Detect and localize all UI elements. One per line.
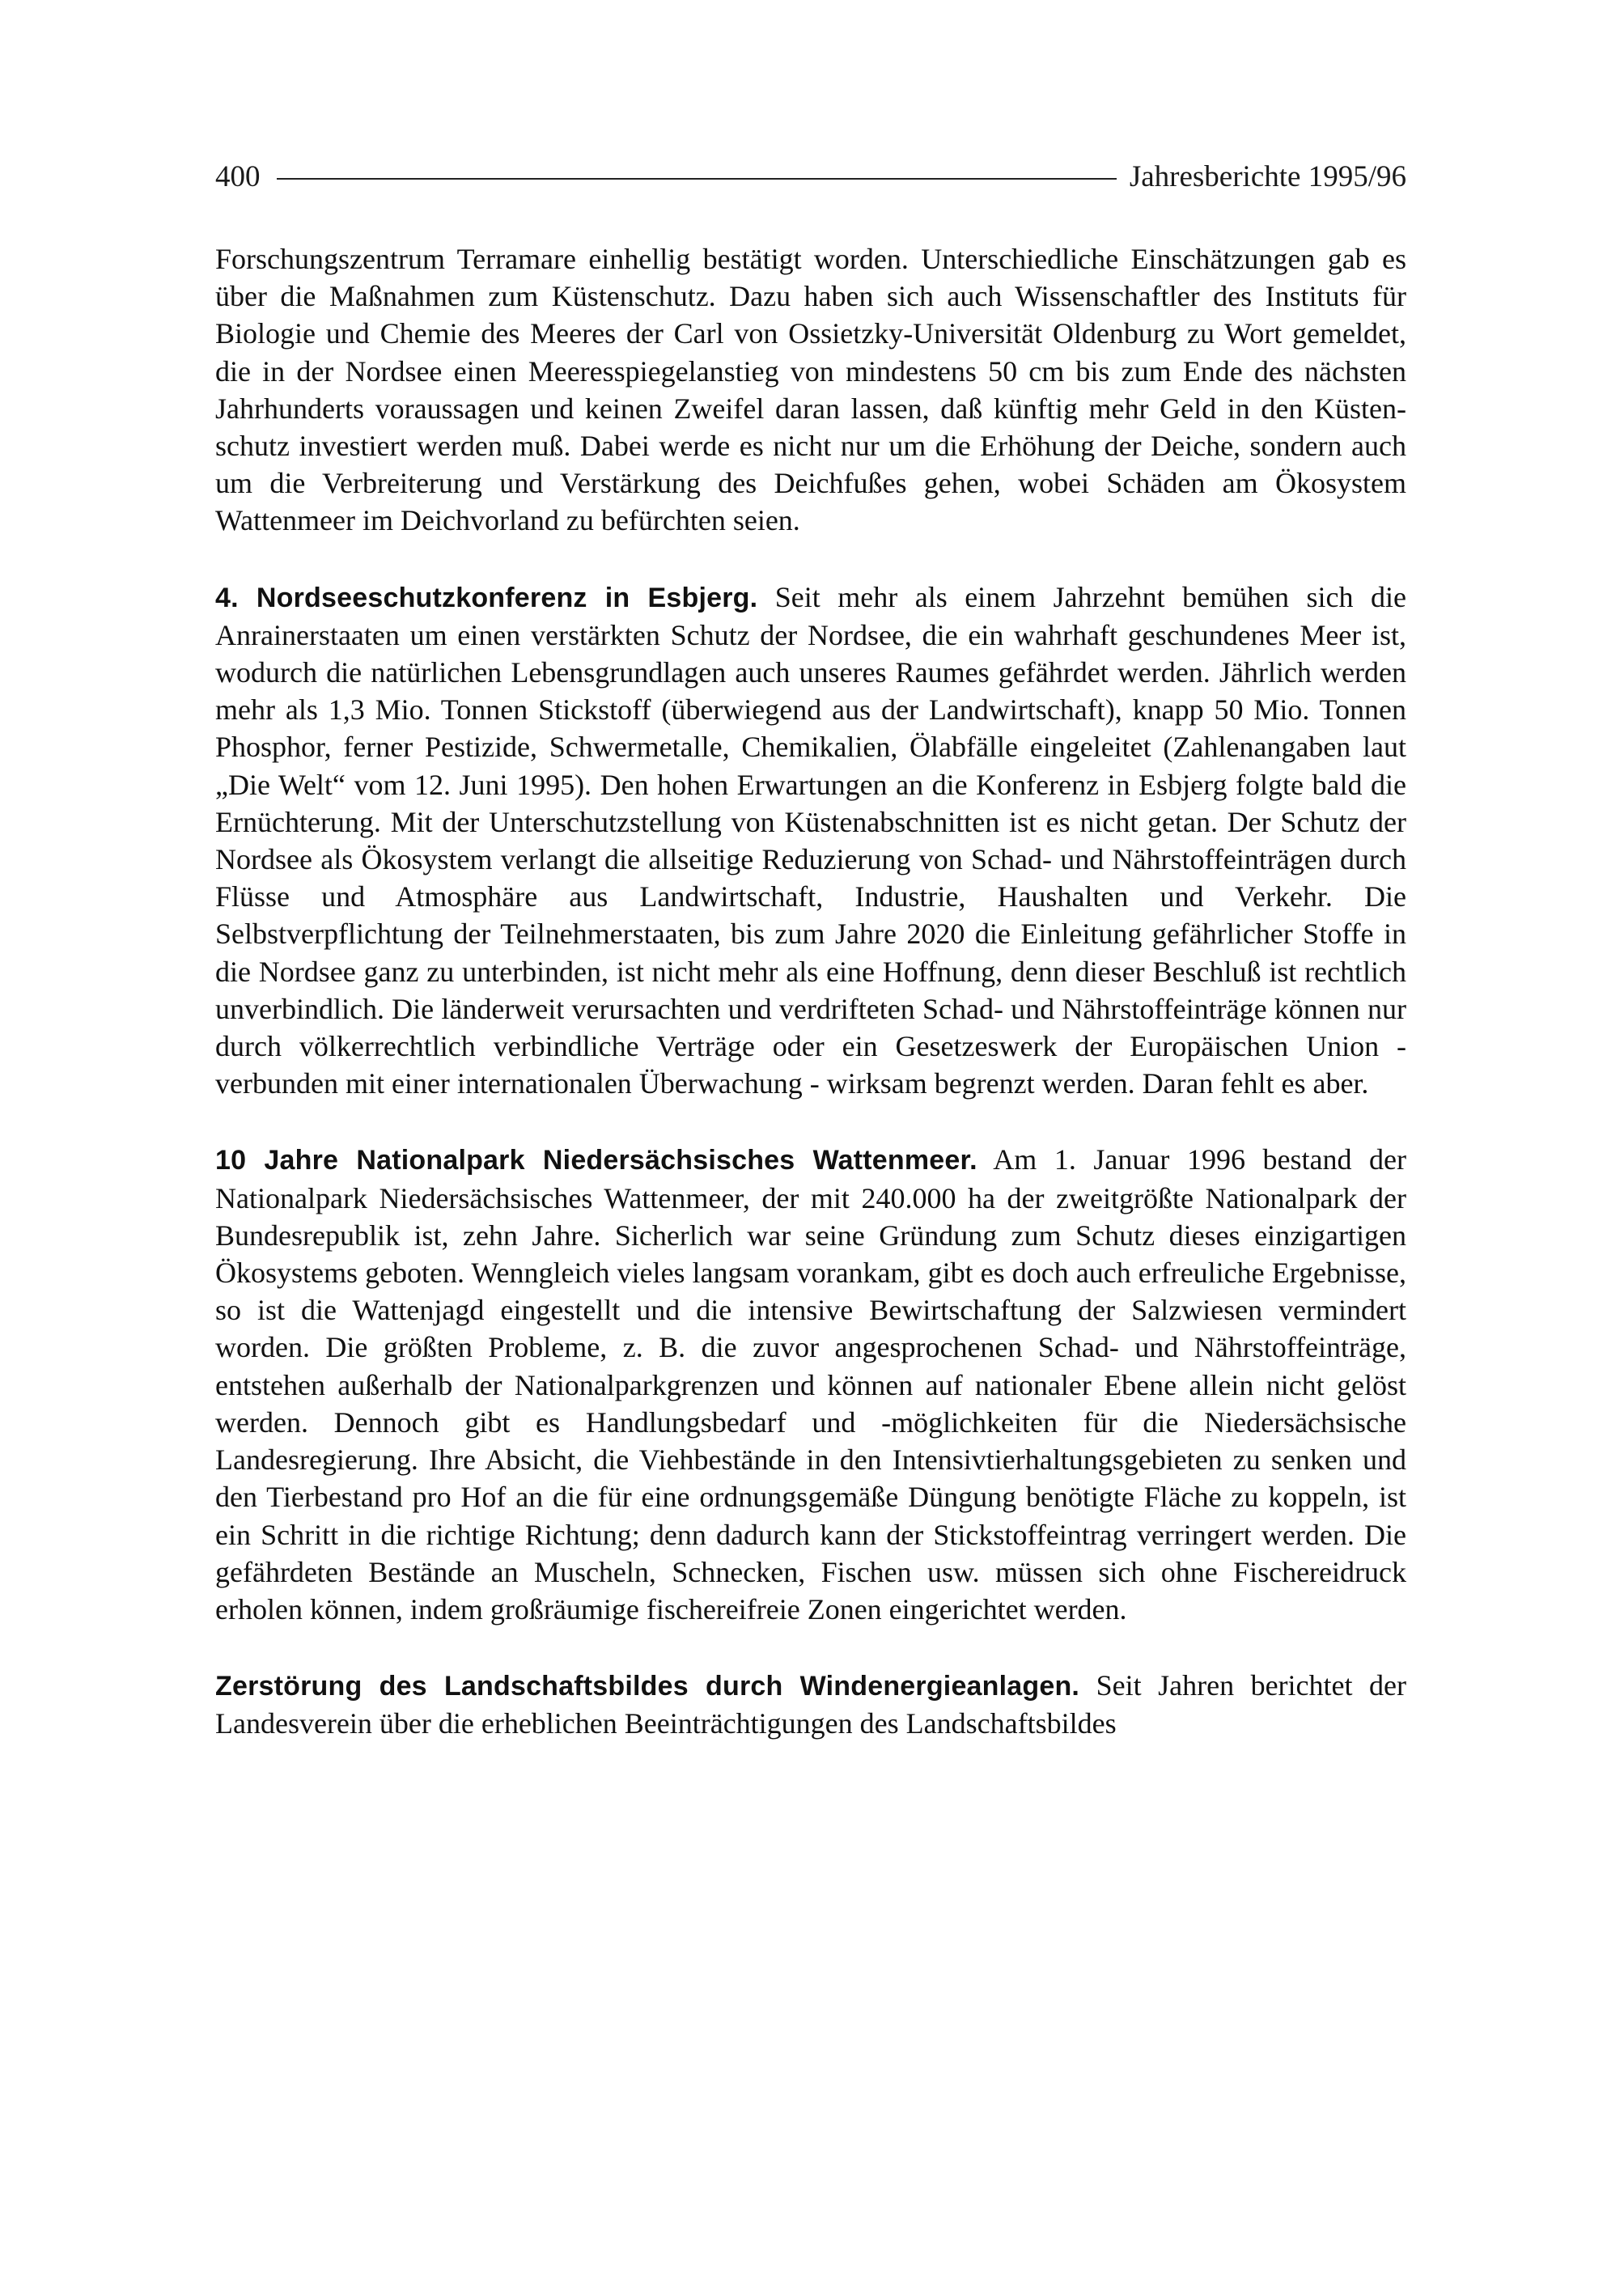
- paragraph-text: Forschungszentrum Terramare einhellig bestätigt worden. Unterschiedliche Einschätzungen gab es über die Maßnahmen zum Küstenschutz. Dazu haben sich auch Wissenschaftler des Instituts für Biologie und Chemie des Meeres der Carl von Ossietzky-Universität Oldenburg zu Wort gemeldet, die in der Nordsee einen Meeresspiegelanstieg von mindestens 50 cm bis zum Ende des nächsten Jahrhunderts voraussagen und keinen Zweifel daran lassen, daß künftig mehr Geld in den Küstenschutz investiert werden muß. Dabei werde es nicht nur um die Erhöhung der Deiche, sondern auch um die Verbreiterung und Verstärkung des Deichfußes gehen, wobei Schäden am Ökosystem Wattenmeer im Deichvorland zu befürchten seien.: [215, 243, 1406, 537]
- paragraph-heading: Zerstörung des Landschaftsbildes durch Windenergieanlagen.: [215, 1671, 1080, 1702]
- paragraph-text: Am 1. Januar 1996 bestand der Nationalpark Niedersächsisches Wattenmeer, der mit 240.000 ha der zweitgrößte Nationalpark der Bundesrepublik ist, zehn Jahre. Sicherlich war seine Gründung zum Schutz dieses einzigartigen Ökosystems geboten. Wenngleich vieles langsam vorankam, gibt es doch auch erfreuliche Ergebnisse, so ist die Wattenjagd eingestellt und die intensive Bewirtschaftung der Salzwiesen vermindert worden. Die größten Probleme, z. B. die zuvor angesprochenen Schad- und Nährstoffeinträge, entstehen außerhalb der Nationalparkgrenzen und können auf nationaler Ebene allein nicht gelöst werden. Dennoch gibt es Handlungsbedarf und -möglichkeiten für die Niedersächsische Landesregierung. Ihre Absicht, die Viehbestände in den Intensivtierhaltungsgebieten zu senken und den Tierbestand pro Hof an die für eine ordnungsgemäße Düngung benötigte Fläche zu koppeln, ist ein Schritt in die richtige Richtung; denn dadurch kann der Stickstoffeintrag verringert werden. Die gefährdeten Bestände an Muscheln, Schnecken, Fischen usw. müssen sich ohne Fischereidruck erholen können, indem großräumige fischereifreie Zonen eingerichtet werden.: [215, 1143, 1406, 1625]
- paragraph-nordseeschutzkonferenz: [215, 579, 1406, 1103]
- paragraph-continued: [215, 240, 1406, 540]
- paragraph-heading: 10 Jahre Nationalpark Niedersächsisches Wattenmeer.: [215, 1145, 977, 1176]
- paragraph-text: Seit Jahren berichtet der Landesverein über die erheblichen Beeinträchtigungen des Landschaftsbildes: [215, 1669, 1406, 1740]
- paragraph-nationalpark-wattenmeer: [215, 1141, 1406, 1628]
- paragraph-heading: 4. Nordseeschutzkonferenz in Esbjerg.: [215, 582, 758, 613]
- page-number: 400: [215, 160, 261, 193]
- running-header: [215, 162, 1406, 192]
- journal-title: Jahresberichte 1995/96: [1129, 160, 1406, 193]
- header-rule: [277, 178, 1117, 180]
- document-page: [215, 162, 1406, 1743]
- paragraph-text: Seit mehr als einem Jahrzehnt bemühen sich die Anrainerstaaten um einen verstärkten Schutz der Nordsee, die ein wahrhaft geschundenes Meer ist, wodurch die natürlichen Lebensgrundlagen auch unseres Raumes gefährdet werden. Jährlich werden mehr als 1,3 Mio. Tonnen Stickstoff (überwiegend aus der Landwirtschaft), knapp 50 Mio. Tonnen Phosphor, ferner Pestizide, Schwermetalle, Chemikalien, Ölabfälle eingeleitet (Zahlenangaben laut „Die Welt“ vom 12. Juni 1995). Den hohen Erwartungen an die Konferenz in Esbjerg folgte bald die Ernüchterung. Mit der Unterschutzstellung von Küstenabschnitten ist es nicht getan. Der Schutz der Nordsee als Ökosystem verlangt die allseitige Reduzierung von Schad- und Nährstoffeinträgen durch Flüsse und Atmosphäre aus Landwirtschaft, Industrie, Haushalten und Verkehr. Die Selbstverpflichtung der Teilnehmerstaaten, bis zum Jahre 2020 die Einleitung gefährlicher Stoffe in die Nordsee ganz zu unterbinden, ist nicht mehr als eine Hoffnung, denn dieser Beschluß ist rechtlich unverbindlich. Die länderweit verursachten und verdrifteten Schad- und Nährstoffeinträge können nur durch völkerrechtlich verbindliche Verträge oder ein Gesetzeswerk der Europäischen Union - verbunden mit einer internationalen Überwachung - wirksam begrenzt werden. Daran fehlt es aber.: [215, 580, 1407, 1100]
- paragraph-windenergieanlagen: [215, 1667, 1406, 1742]
- body-text: [215, 240, 1406, 1743]
